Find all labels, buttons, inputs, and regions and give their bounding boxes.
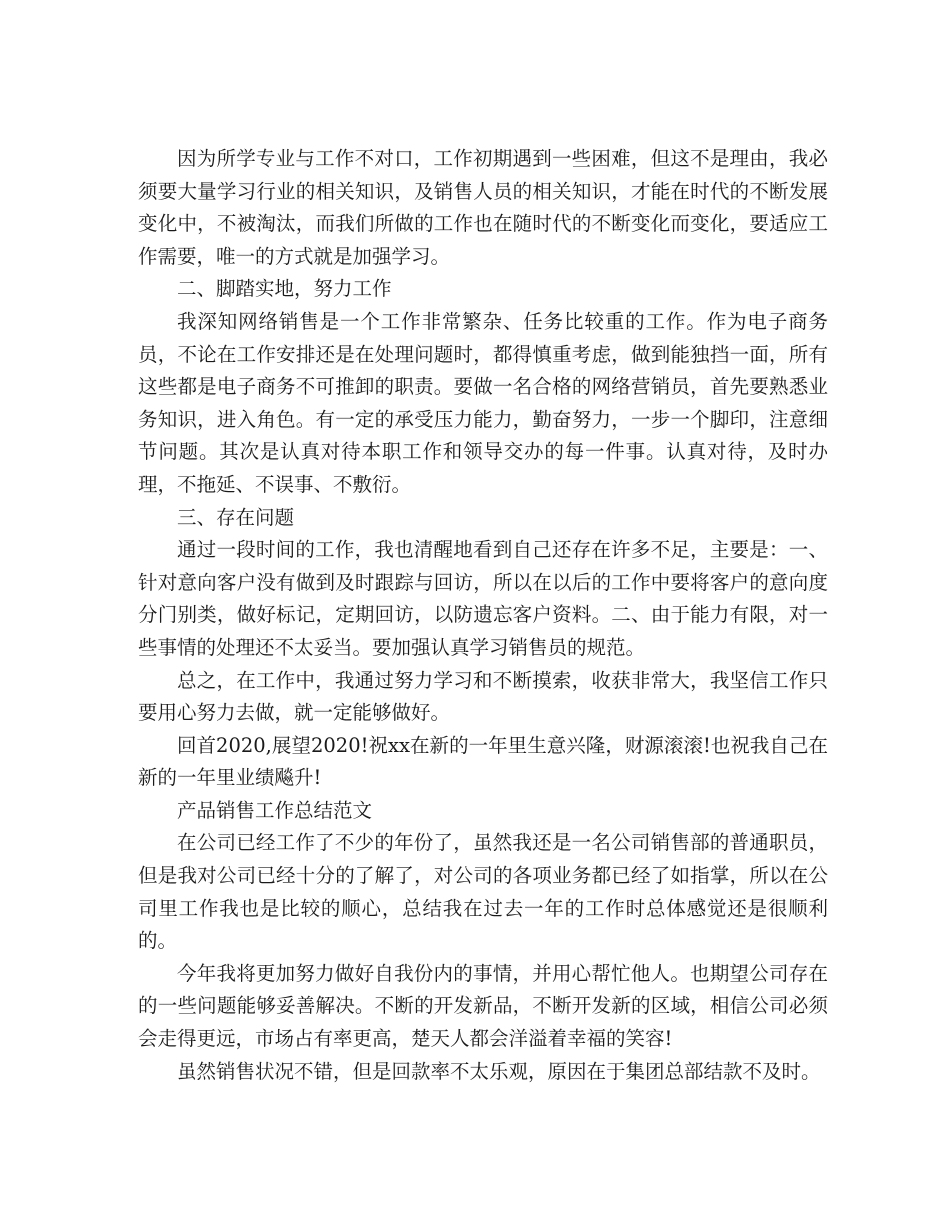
para-study-reason: 因为所学专业与工作不对口，工作初期遇到一些困难，但这不是理由，我必须要大量学习行业的相关知识，及销售人员的相关知识，才能在时代的不断发展变化中，不被淘汰，而我们所做的工作也在随时代的不断变化而变化，要适应工作需要，唯一的方式就是加强学习。 — [138, 147, 828, 268]
para-company-years: 在公司已经工作了不少的年份了，虽然我还是一名公司销售部的普通职员，但是我对公司已经十分的了解了，对公司的各项业务都已经了如指掌，所以在公司里工作我也是比较的顺心，总结我在过去一年的工作时总体感觉还是很顺利的。 — [138, 831, 828, 953]
heading-section-2: 二、脚踏实地，努力工作 — [177, 277, 392, 301]
para-summary: 总之，在工作中，我通过努力学习和不断摸索，收获非常大，我坚信工作只要用心努力去做，就一定能够做好。 — [138, 668, 828, 725]
para-this-year: 今年我将更加努力做好自我份内的事情，并用心帮忙他人。也期望公司存在的一些问题能够妥善解决。不断的开发新品，不断开发新的区域，相信公司必须会走得更远，市场占有率更高，楚天人都会洋溢着幸福的笑容! — [138, 961, 828, 1051]
para-new-year-wish: 回首2020,展望2020!祝xx在新的一年里生意兴隆，财源滚滚!也祝我自己在新的一年里业绩飚升! — [138, 733, 828, 790]
para-online-sales: 我深知网络销售是一个工作非常繁杂、任务比较重的工作。作为电子商务员，不论在工作安排还是在处理问题时，都得慎重考虑，做到能独挡一面，所有这些都是电子商务不可推卸的职责。要做一名合格的网络营销员，首先要熟悉业务知识，进入角色。有一定的承受压力能力，勤奋努力，一步一个脚印，注意细节问题。其次是认真对待本职工作和领导交办的每一件事。认真对待，及时办理，不拖延、不误事、不敷衍。 — [138, 309, 828, 496]
heading-section-3: 三、存在问题 — [177, 505, 295, 529]
para-payment-rate: 虽然销售状况不错，但是回款率不太乐观，原因在于集团总部结款不及时。 — [177, 1059, 821, 1083]
heading-product-sales: 产品销售工作总结范文 — [177, 798, 373, 822]
document-body — [138, 143, 828, 1088]
para-problems: 通过一段时间的工作，我也清醒地看到自己还存在许多不足，主要是：一、针对意向客户没有做到及时跟踪与回访，所以在以后的工作中要将客户的意向度分门别类，做好标记，定期回访，以防遗忘客户资料。二、由于能力有限，对一些事情的处理还不太妥当。要加强认真学习销售员的规范。 — [138, 538, 828, 659]
